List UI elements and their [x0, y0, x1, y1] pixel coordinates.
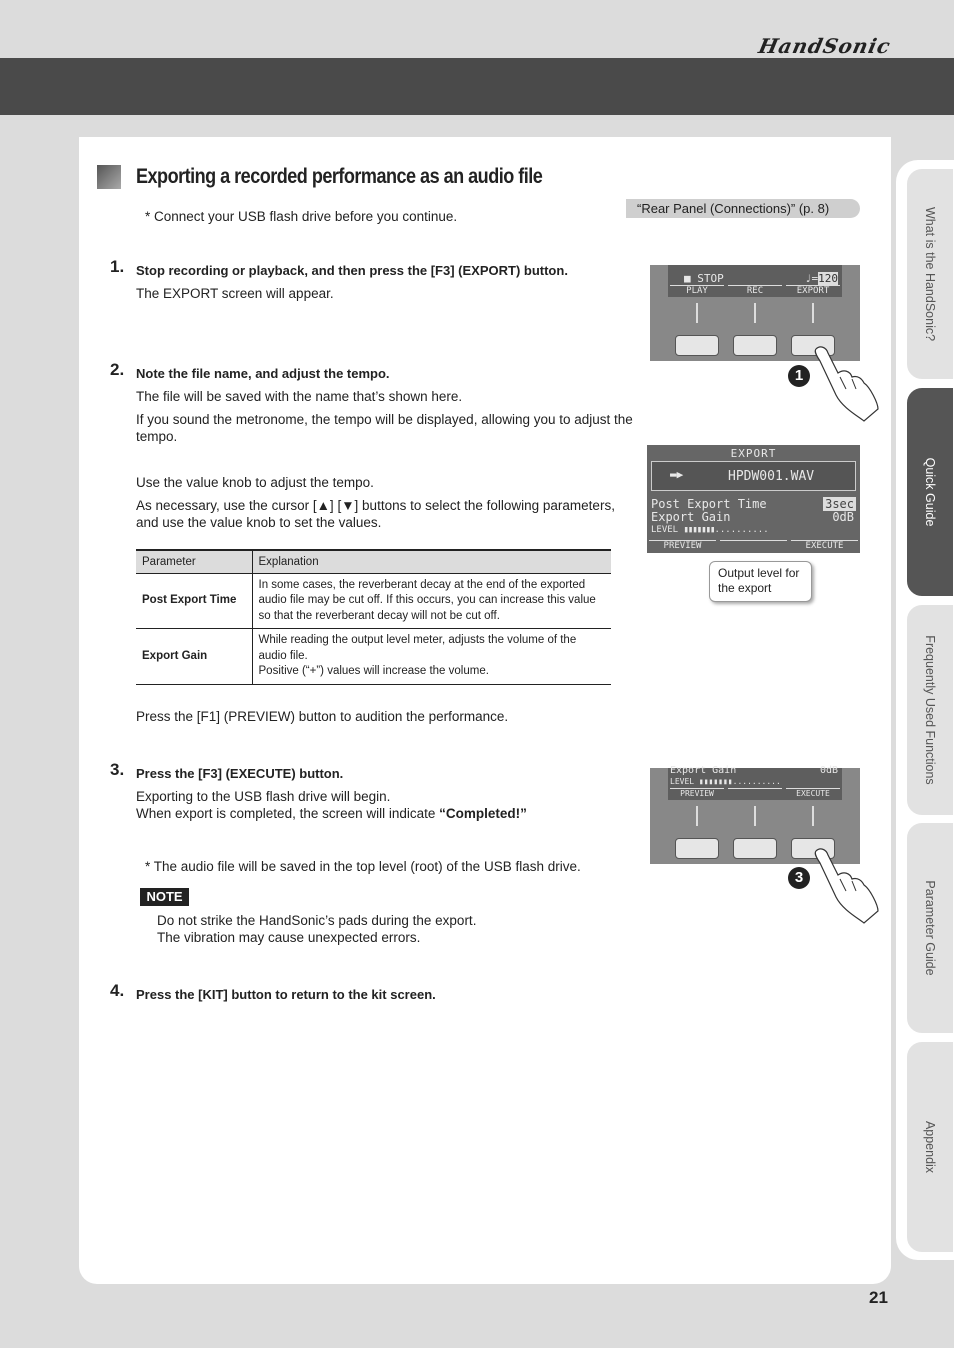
step-marker: 3 [788, 867, 810, 889]
step-text: As necessary, use the cursor [▲] [▼] buttons to select the following parameters, and use the value knob to set the values. [136, 498, 615, 530]
step-text: The EXPORT screen will appear. [136, 286, 334, 301]
lcd-screen [668, 765, 842, 800]
step-heading: Press the [KIT] button to return to the kit screen. [136, 987, 436, 1002]
usb-note: * The audio file will be saved in the top level (root) of the USB flash drive. [145, 859, 581, 874]
lcd-function-row [649, 540, 858, 551]
note-badge: NOTE [140, 888, 189, 906]
lcd-screen [668, 265, 842, 297]
lcd-tempo: ♩=120 [804, 272, 838, 285]
tab-label: Appendix [923, 1120, 937, 1174]
table-header-row [136, 550, 611, 573]
lcd-function-row [670, 285, 840, 296]
f1-label: PLAY [670, 285, 724, 296]
stalk [696, 303, 698, 323]
level-meter: LEVEL ▮▮▮▮▮▮▮.......... [670, 777, 781, 786]
step-heading: Note the file name, and adjust the tempo. [136, 366, 390, 381]
step-marker: 1 [788, 365, 810, 387]
tab-label: What is the HandSonic? [923, 206, 937, 342]
expl-line: Positive (“+”) values will increase the volume. [258, 665, 489, 677]
step-heading: Press the [F3] (EXECUTE) button. [136, 766, 344, 781]
pointing-hand-icon [812, 845, 882, 925]
tab-appendix[interactable] [906, 1041, 954, 1253]
step-number: 2. [110, 360, 125, 379]
tab-label: Quick Guide [923, 457, 937, 527]
lcd-top-left: Export Gain [670, 765, 737, 776]
f2-label: REC [728, 285, 782, 296]
step-heading: Stop recording or playback, and then press the [F3] (EXPORT) button. [136, 263, 568, 278]
value-post-export-time: 3sec [825, 497, 854, 511]
file-name: HPDW001.WAV [728, 469, 815, 484]
brand-logo: HandSonic [755, 34, 893, 58]
f1-button[interactable] [675, 335, 719, 356]
tab-frequently-used-functions[interactable] [906, 604, 954, 816]
tab-quick-guide[interactable] [906, 387, 954, 597]
f1-button[interactable] [675, 838, 719, 859]
export-screen-title: EXPORT [730, 447, 777, 460]
tab-parameter-guide[interactable] [906, 822, 954, 1034]
param-export-gain: Export Gain [651, 510, 731, 524]
f2-button[interactable] [733, 838, 777, 859]
usb-icon: ▬▶ [670, 468, 684, 481]
section-marker [97, 165, 121, 189]
intro-note: * Connect your USB flash drive before you continue. [145, 209, 458, 224]
tab-label: Frequently Used Functions [923, 635, 937, 785]
reference-link[interactable]: “Rear Panel (Connections)” (p. 8) [626, 199, 860, 218]
stalk [754, 303, 756, 323]
table-cell-expl [252, 629, 611, 685]
step-text: Press the [F1] (PREVIEW) button to audition the performance. [136, 709, 509, 724]
execute-label: EXECUTE [786, 788, 840, 799]
param-post-export-time: Post Export Time [651, 497, 767, 511]
value-export-gain: 0dB [832, 510, 854, 524]
lcd-top-right: 0dB [819, 765, 838, 776]
preview-label: PREVIEW [649, 540, 716, 551]
table-row [136, 573, 611, 629]
step-text: Use the value knob to adjust the tempo. [136, 475, 374, 490]
table-row [136, 629, 611, 685]
step-text: The file will be saved with the name that’s shown here. [136, 389, 463, 404]
lcd-function-row [670, 788, 840, 799]
stalk [812, 303, 814, 323]
pointing-hand-icon [812, 343, 882, 423]
note-text: The vibration may cause unexpected errors. [157, 930, 421, 945]
step-number: 4. [110, 981, 125, 1000]
file-name-box [651, 461, 856, 491]
tab-what-is-handsonic[interactable] [906, 168, 954, 380]
stalk [696, 806, 698, 826]
table-cell-param: Export Gain [136, 629, 252, 685]
step-text [136, 805, 527, 822]
page-number: 21 [869, 1288, 888, 1307]
stalk [754, 806, 756, 826]
step-number: 1. [110, 257, 125, 276]
f3-label: EXPORT [786, 285, 840, 296]
preview-label: PREVIEW [670, 788, 724, 799]
expl-line: While reading the output level meter, adjusts the volume of the audio file. [258, 634, 577, 662]
step-number: 3. [110, 760, 125, 779]
lcd-status: ■ STOP [684, 272, 724, 285]
export-screen [647, 445, 860, 553]
f2-button[interactable] [733, 335, 777, 356]
step-text: If you sound the metronome, the tempo will be displayed, allowing you to adjust the tempo. [136, 412, 633, 444]
stalk [812, 806, 814, 826]
callout-output-level: Output level for the export [709, 561, 812, 602]
empty-label [720, 540, 787, 551]
execute-label: EXECUTE [791, 540, 858, 551]
step-text-part: When export is completed, the screen will indicate [136, 806, 440, 821]
empty-label [728, 788, 782, 799]
step-text: Exporting to the USB flash drive will begin. [136, 789, 391, 804]
completed-text: “Completed!” [439, 806, 527, 821]
header-bar [0, 58, 954, 115]
table-cell-expl: In some cases, the reverberant decay at the end of the exported audio file may be cut off. If this occurs, you can increase this value so that the reverberant decay will not be cut off. [252, 573, 611, 629]
table-header: Explanation [252, 550, 611, 573]
note-text: Do not strike the HandSonic’s pads during the export. [157, 913, 477, 928]
tab-label: Parameter Guide [923, 880, 937, 976]
parameter-table [136, 549, 611, 685]
table-header: Parameter [136, 550, 252, 573]
table-cell-param: Post Export Time [136, 573, 252, 629]
level-meter: LEVEL ▮▮▮▮▮▮▮.......... [651, 525, 769, 535]
section-title: Exporting a recorded performance as an audio file [136, 165, 543, 188]
